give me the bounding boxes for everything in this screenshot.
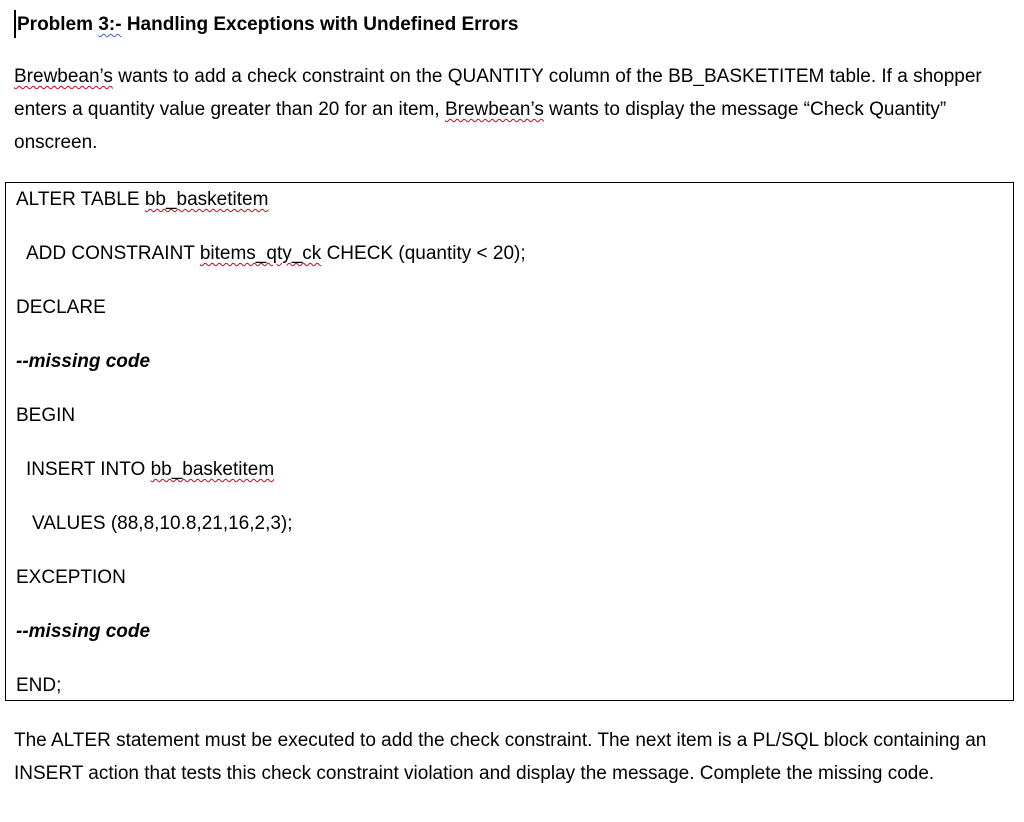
code-line-alter bbox=[16, 187, 268, 213]
code-line-values: VALUES (88,8,10.8,21,16,2,3); bbox=[32, 513, 293, 534]
outro-paragraph: The ALTER statement must be executed to add the check constraint. The next item is a PL/SQL block containing an INSERT action that tests this check constraint violation and display the message. Complete the missing code. bbox=[14, 730, 987, 784]
title-number: 3:- bbox=[98, 14, 122, 35]
intro-paragraph bbox=[14, 60, 1004, 159]
code-line-insert bbox=[26, 457, 274, 483]
code-line-end: END; bbox=[16, 675, 62, 696]
code-alter-prefix: ALTER TABLE bbox=[16, 189, 145, 210]
problem-title bbox=[17, 12, 518, 38]
title-prefix: Problem bbox=[17, 14, 99, 35]
intro-text-2: wants to display the message “Check Quantity” onscreen. bbox=[14, 99, 947, 153]
code-insert-prefix: INSERT INTO bbox=[26, 459, 151, 480]
code-line-add-constraint bbox=[26, 241, 526, 267]
code-add-prefix: ADD CONSTRAINT bbox=[26, 243, 200, 264]
title-rest: Handling Exceptions with Undefined Errors bbox=[121, 14, 519, 35]
brand-name: Brewbean’s bbox=[14, 66, 113, 87]
brand-name: Brewbean’s bbox=[444, 99, 544, 120]
code-line-missing-1: --missing code bbox=[16, 351, 151, 372]
code-line-exception: EXCEPTION bbox=[16, 567, 126, 588]
text-cursor bbox=[14, 10, 16, 38]
code-add-suffix: CHECK (quantity < 20); bbox=[321, 243, 526, 264]
code-block bbox=[5, 182, 1014, 701]
code-line-missing-2: --missing code bbox=[16, 621, 151, 642]
code-table-name: bb_basketitem bbox=[144, 189, 269, 210]
code-line-begin: BEGIN bbox=[16, 405, 76, 426]
code-constraint-name: bitems_qty_ck bbox=[199, 243, 322, 264]
intro-text-1: wants to add a check constraint on the QUANTITY column of the BB_BASKETITEM table. If a shopper enters a quantity value greater than 20 for an item, bbox=[14, 66, 982, 120]
code-table-name: bb_basketitem bbox=[150, 459, 275, 480]
code-line-declare: DECLARE bbox=[16, 297, 106, 318]
